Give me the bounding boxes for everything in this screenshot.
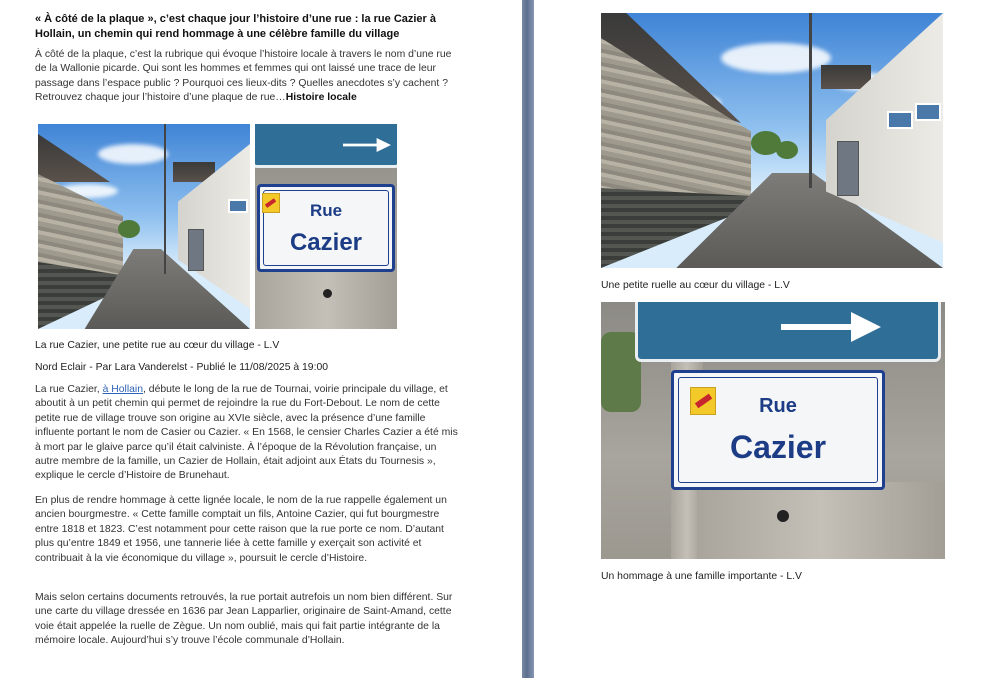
paragraph-1 — [35, 383, 461, 484]
intro-text: À côté de la plaque, c’est la rubrique qui évoque l’histoire locale à travers le nom d’une rue de la Wallonie picarde. Qui sont les hommes et femmes qui ont laissé une trace de leur passage dans l’espace public ? Pourquoi ces lieux-dits ? Quelles anecdotes s’y cachent ? Retrouvez chaque jour l’histoire d’une plaque de rue… — [35, 49, 452, 104]
hollain-link[interactable]: à Hollain — [102, 384, 144, 395]
sign-photo-large — [601, 302, 945, 559]
street-photo-small — [38, 124, 250, 329]
sign-name-text-large: Cazier — [729, 429, 827, 465]
p1-start: La rue Cazier, — [35, 384, 103, 395]
street-photo-large — [601, 13, 943, 268]
page-gutter — [522, 0, 534, 678]
intro-bold: Histoire locale — [285, 92, 357, 104]
photo-caption-right-1: Une petite ruelle au cœur du village - L.V — [601, 280, 790, 291]
sign-rue-text-large: Rue — [759, 395, 797, 417]
article-headline: « À côté de la plaque », c’est chaque jour l’histoire d’une rue : la rue Cazier à Hollain, un chemin qui rend hommage à une célèbre famille du village — [35, 13, 437, 40]
p1-rest: , débute le long de la rue de Tournai, voirie principale du village, et aboutit à un petit chemin qui permet de rejoindre la rue du Fort-Debout. Le nom de cette petite rue de village trouve son origine au XVIe siècle, avec la présence d’une famille influente portant le nom de Casier ou Cazier. « En 1568, le censier Charles Cazier a été mis à mort par le glaive parce qu’il était calviniste. À l’époque de la Révolution française, un autre membre de la famille, un Cazier de Hollain, était adjoint aux États du Tournesis », explique le cercle d’Histoire de Brunehaut. — [35, 384, 458, 482]
sign-rue-text: Rue — [309, 201, 343, 220]
sign-name-text: Cazier — [289, 229, 363, 256]
document-page-right — [534, 0, 988, 678]
paragraph-3: Mais selon certains documents retrouvés, la rue portait autrefois un nom bien différent. Sur une carte du village dressée en 1636 par Jean Lapparlier, originaire de Saint-Amand, cette voie était appelée la ruelle de Zègue. Un nom oublié, mais qui fait partie intégrante de la mémoire locale. Aujourd’hui s’y trouve l’école communale d’Hollain. — [35, 592, 453, 647]
intro-paragraph — [35, 48, 461, 106]
paragraph-2: En plus de rendre hommage à cette lignée locale, le nom de la rue rappelle également un ancien bourgmestre. « Cette famille comptait un fils, Antoine Cazier, qui fut bourgmestre entre 1818 et 1823. C’est notamment pour cette raison que la rue porte ce nom. D’autant plus qu’entre 1849 et 1956, une tannerie liée à cette famille y exerçait son activité et contribuait à la vie économique du village », poursuit le cercle d’Histoire. — [35, 495, 447, 564]
sign-photo-small — [255, 124, 397, 329]
photo-caption-left: La rue Cazier, une petite rue au cœur du village - L.V — [35, 340, 280, 351]
byline: Nord Eclair - Par Lara Vanderelst - Publié le 11/08/2025 à 19:00 — [35, 362, 329, 373]
photo-caption-right-2: Un hommage à une famille importante - L.V — [601, 571, 802, 582]
